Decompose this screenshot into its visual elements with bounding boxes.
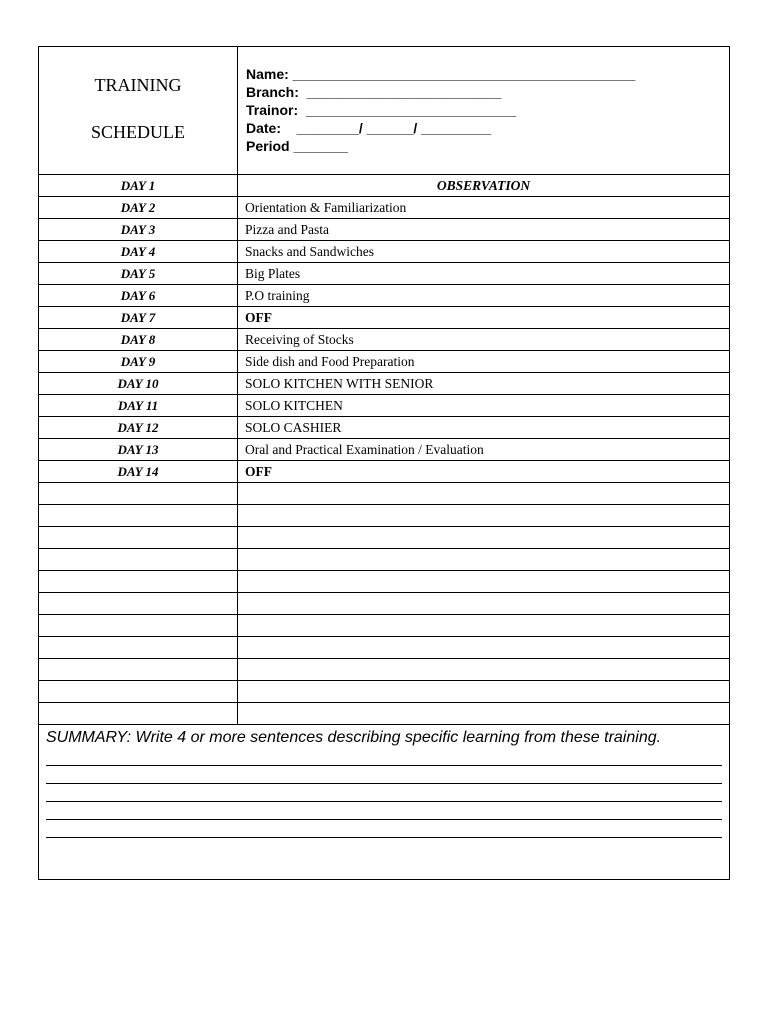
day-cell: DAY 9: [39, 351, 238, 372]
observation-cell[interactable]: [238, 637, 729, 658]
table-row: [39, 241, 729, 263]
day-cell: DAY 11: [39, 395, 238, 416]
observation-cell: Snacks and Sandwiches: [245, 244, 374, 259]
day-cell[interactable]: [39, 593, 238, 614]
table-row: [39, 505, 729, 527]
day-cell: DAY 2: [39, 197, 238, 218]
table-row: [39, 681, 729, 703]
title-line-schedule: SCHEDULE: [91, 121, 185, 142]
table-row: [39, 175, 729, 197]
trainor-field[interactable]: Trainor: ___________________________: [246, 102, 517, 118]
observation-cell[interactable]: [238, 615, 729, 636]
day-cell[interactable]: [39, 681, 238, 702]
observation-cell[interactable]: [238, 703, 729, 724]
day-cell[interactable]: [39, 659, 238, 680]
table-row: [39, 351, 729, 373]
summary-line[interactable]: [46, 819, 722, 820]
table-row: [39, 549, 729, 571]
day-cell[interactable]: [39, 549, 238, 570]
observation-cell: Big Plates: [245, 266, 301, 281]
day-cell: DAY 12: [39, 417, 238, 438]
observation-cell: OFF: [245, 310, 272, 325]
day-cell[interactable]: [39, 571, 238, 592]
period-field[interactable]: Period _______: [246, 138, 348, 154]
day-cell: DAY 3: [39, 219, 238, 240]
summary-line[interactable]: [46, 837, 722, 838]
observation-cell: SOLO KITCHEN WITH SENIOR: [245, 376, 434, 391]
day-cell[interactable]: [39, 615, 238, 636]
table-row: [39, 483, 729, 505]
table-row: [39, 307, 729, 329]
day-cell: DAY 10: [39, 373, 238, 394]
observation-cell[interactable]: [238, 571, 729, 592]
training-schedule-form: [38, 46, 730, 880]
day-cell: DAY 8: [39, 329, 238, 350]
observation-header: OBSERVATION: [436, 178, 531, 193]
form-header: [39, 47, 729, 175]
trainee-info: [238, 47, 729, 174]
day-cell: DAY 14: [39, 461, 238, 482]
observation-cell[interactable]: [238, 681, 729, 702]
table-row: [39, 395, 729, 417]
observation-cell[interactable]: [238, 549, 729, 570]
observation-cell: Orientation & Familiarization: [245, 200, 407, 215]
observation-cell[interactable]: [238, 483, 729, 504]
schedule-table: [39, 175, 729, 725]
table-row: [39, 637, 729, 659]
observation-cell[interactable]: [238, 505, 729, 526]
branch-field[interactable]: Branch: _________________________: [246, 84, 502, 100]
name-field[interactable]: Name: ____________________________________________: [246, 66, 636, 82]
table-row: [39, 461, 729, 483]
table-row: [39, 593, 729, 615]
observation-cell: Side dish and Food Preparation: [245, 354, 415, 369]
observation-cell[interactable]: [238, 593, 729, 614]
observation-cell: SOLO KITCHEN: [245, 398, 343, 413]
day-cell[interactable]: [39, 703, 238, 724]
day-cell[interactable]: [39, 527, 238, 548]
summary-prompt: SUMMARY: Write 4 or more sentences describing specific learning from these training.: [46, 729, 662, 746]
observation-cell: Receiving of Stocks: [245, 332, 354, 347]
observation-cell: P.O training: [245, 288, 310, 303]
day-cell: DAY 6: [39, 285, 238, 306]
table-row: [39, 703, 729, 725]
table-row: [39, 197, 729, 219]
table-row: [39, 439, 729, 461]
summary-section: [39, 725, 729, 879]
observation-cell: SOLO CASHIER: [245, 420, 342, 435]
date-field[interactable]: Date: ________/ ______/ _________: [246, 120, 492, 136]
day-cell: DAY 7: [39, 307, 238, 328]
day-cell: DAY 13: [39, 439, 238, 460]
observation-cell[interactable]: [238, 527, 729, 548]
day-cell[interactable]: [39, 483, 238, 504]
summary-line[interactable]: [46, 765, 722, 766]
day-cell[interactable]: [39, 637, 238, 658]
table-row: [39, 285, 729, 307]
summary-writing-lines[interactable]: [46, 765, 722, 838]
table-row: [39, 527, 729, 549]
table-row: [39, 659, 729, 681]
day-cell: DAY 1: [39, 175, 238, 196]
day-cell: DAY 4: [39, 241, 238, 262]
form-title: [39, 47, 238, 174]
table-row: [39, 571, 729, 593]
day-cell[interactable]: [39, 505, 238, 526]
table-row: [39, 219, 729, 241]
observation-cell: Pizza and Pasta: [245, 222, 329, 237]
observation-cell[interactable]: [238, 659, 729, 680]
summary-line[interactable]: [46, 801, 722, 802]
table-row: [39, 263, 729, 285]
day-cell: DAY 5: [39, 263, 238, 284]
table-row: [39, 373, 729, 395]
table-row: [39, 615, 729, 637]
observation-cell: Oral and Practical Examination / Evaluation: [245, 442, 484, 457]
observation-cell: OFF: [245, 464, 272, 479]
summary-line[interactable]: [46, 783, 722, 784]
table-row: [39, 417, 729, 439]
table-row: [39, 329, 729, 351]
title-line-training: TRAINING: [94, 74, 182, 95]
